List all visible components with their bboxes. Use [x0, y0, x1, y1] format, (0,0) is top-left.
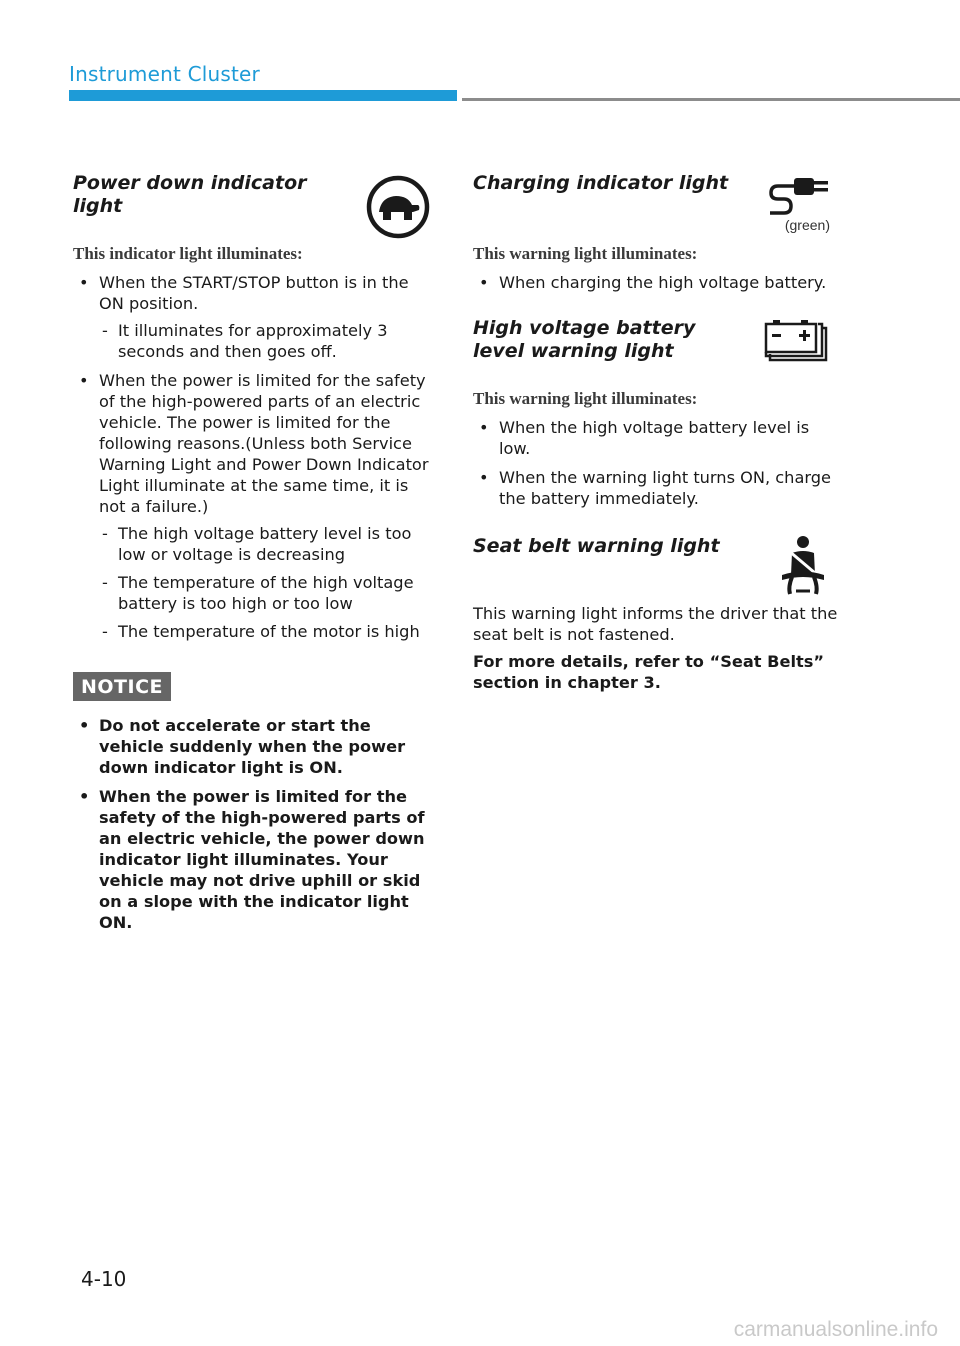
list-item-text: When the power is limited for the safety of the high-powered parts of an electric vehicle. The power is limited for the following reasons.(Unless both Service Warning Light and Power Down Indicator Light illuminate at the same time, it is not a failure.): [99, 371, 429, 516]
sub-list: [99, 320, 438, 362]
list-item: [473, 417, 838, 459]
charging-section-header: [473, 170, 838, 240]
list-item: [73, 370, 438, 642]
dash-marker: -: [102, 622, 108, 641]
bullet-dot: •: [79, 371, 89, 390]
charging-list: [473, 272, 838, 293]
dash-marker: -: [102, 321, 108, 340]
list-item-text: When the power is limited for the safety of the high-powered parts of an electric vehicle, the power down indicator light illuminates. Your vehicle may not drive uphill or skid on a slope with the indicator light ON.: [99, 787, 425, 932]
sub-item-text: The temperature of the motor is high: [118, 622, 420, 641]
charging-intro: This warning light illuminates:: [473, 244, 698, 263]
list-item: [73, 715, 438, 778]
list-item: [73, 272, 438, 362]
page-number: 4-10: [81, 1267, 127, 1291]
hv-battery-section-header: [473, 315, 838, 385]
right-column: [473, 170, 838, 699]
sub-item-text: The temperature of the high voltage battery is too high or too low: [118, 573, 414, 613]
seat-belt-description: This warning light informs the driver that the seat belt is not fastened.: [473, 604, 838, 644]
sub-item-text: It illuminates for approximately 3 seconds and then goes off.: [118, 321, 388, 361]
dash-marker: -: [102, 524, 108, 543]
turtle-icon: [366, 175, 430, 243]
power-down-section-header: [73, 170, 438, 240]
seat-belt-reference: For more details, refer to “Seat Belts” section in chapter 3.: [473, 652, 825, 692]
hv-battery-list: [473, 417, 838, 509]
seat-belt-icon: [778, 535, 828, 599]
list-item-text: When the START/STOP button is in the ON position.: [99, 273, 409, 313]
sub-item-text: The high voltage battery level is too low or voltage is decreasing: [118, 524, 412, 564]
bullet-dot: •: [479, 273, 489, 292]
sub-list-item: [99, 320, 438, 362]
bullet-dot: •: [479, 418, 489, 437]
left-column: [73, 170, 438, 941]
list-item: [473, 272, 838, 293]
hv-battery-title: High voltage battery level warning light: [473, 317, 696, 362]
bullet-dot: •: [479, 468, 489, 487]
list-item-text: When charging the high voltage battery.: [499, 273, 827, 292]
list-item: [73, 786, 438, 933]
notice-badge: NOTICE: [73, 672, 171, 701]
sub-list: [99, 523, 438, 642]
bullet-dot: •: [79, 273, 89, 292]
power-down-list: [73, 272, 438, 642]
notice-list: [73, 715, 438, 933]
header-rule: [462, 98, 960, 101]
seat-belt-title: Seat belt warning light: [473, 535, 720, 557]
sub-list-item: [99, 523, 438, 565]
battery-icon: [764, 320, 830, 366]
dash-marker: -: [102, 573, 108, 592]
charging-icon-label: (green): [784, 217, 830, 233]
power-down-title: Power down indicator light: [73, 172, 307, 217]
bullet-dot: •: [79, 787, 90, 806]
page-header-title: Instrument Cluster: [69, 62, 260, 86]
charging-title: Charging indicator light: [473, 172, 729, 194]
sub-list-item: [99, 572, 438, 614]
list-item: [473, 467, 838, 509]
watermark: carmanualsonline.info: [733, 1318, 938, 1341]
list-item-text: Do not accelerate or start the vehicle suddenly when the power down indicator light is ON.: [99, 716, 406, 777]
hv-battery-intro: This warning light illuminates:: [473, 389, 698, 408]
power-down-intro: This indicator light illuminates:: [73, 244, 303, 263]
list-item-text: When the warning light turns ON, charge the battery immediately.: [499, 468, 831, 508]
sub-list-item: [99, 621, 438, 642]
header-accent-bar: [69, 90, 457, 101]
bullet-dot: •: [79, 716, 90, 735]
list-item-text: When the high voltage battery level is low.: [499, 418, 810, 458]
seat-belt-section-header: [473, 533, 838, 603]
